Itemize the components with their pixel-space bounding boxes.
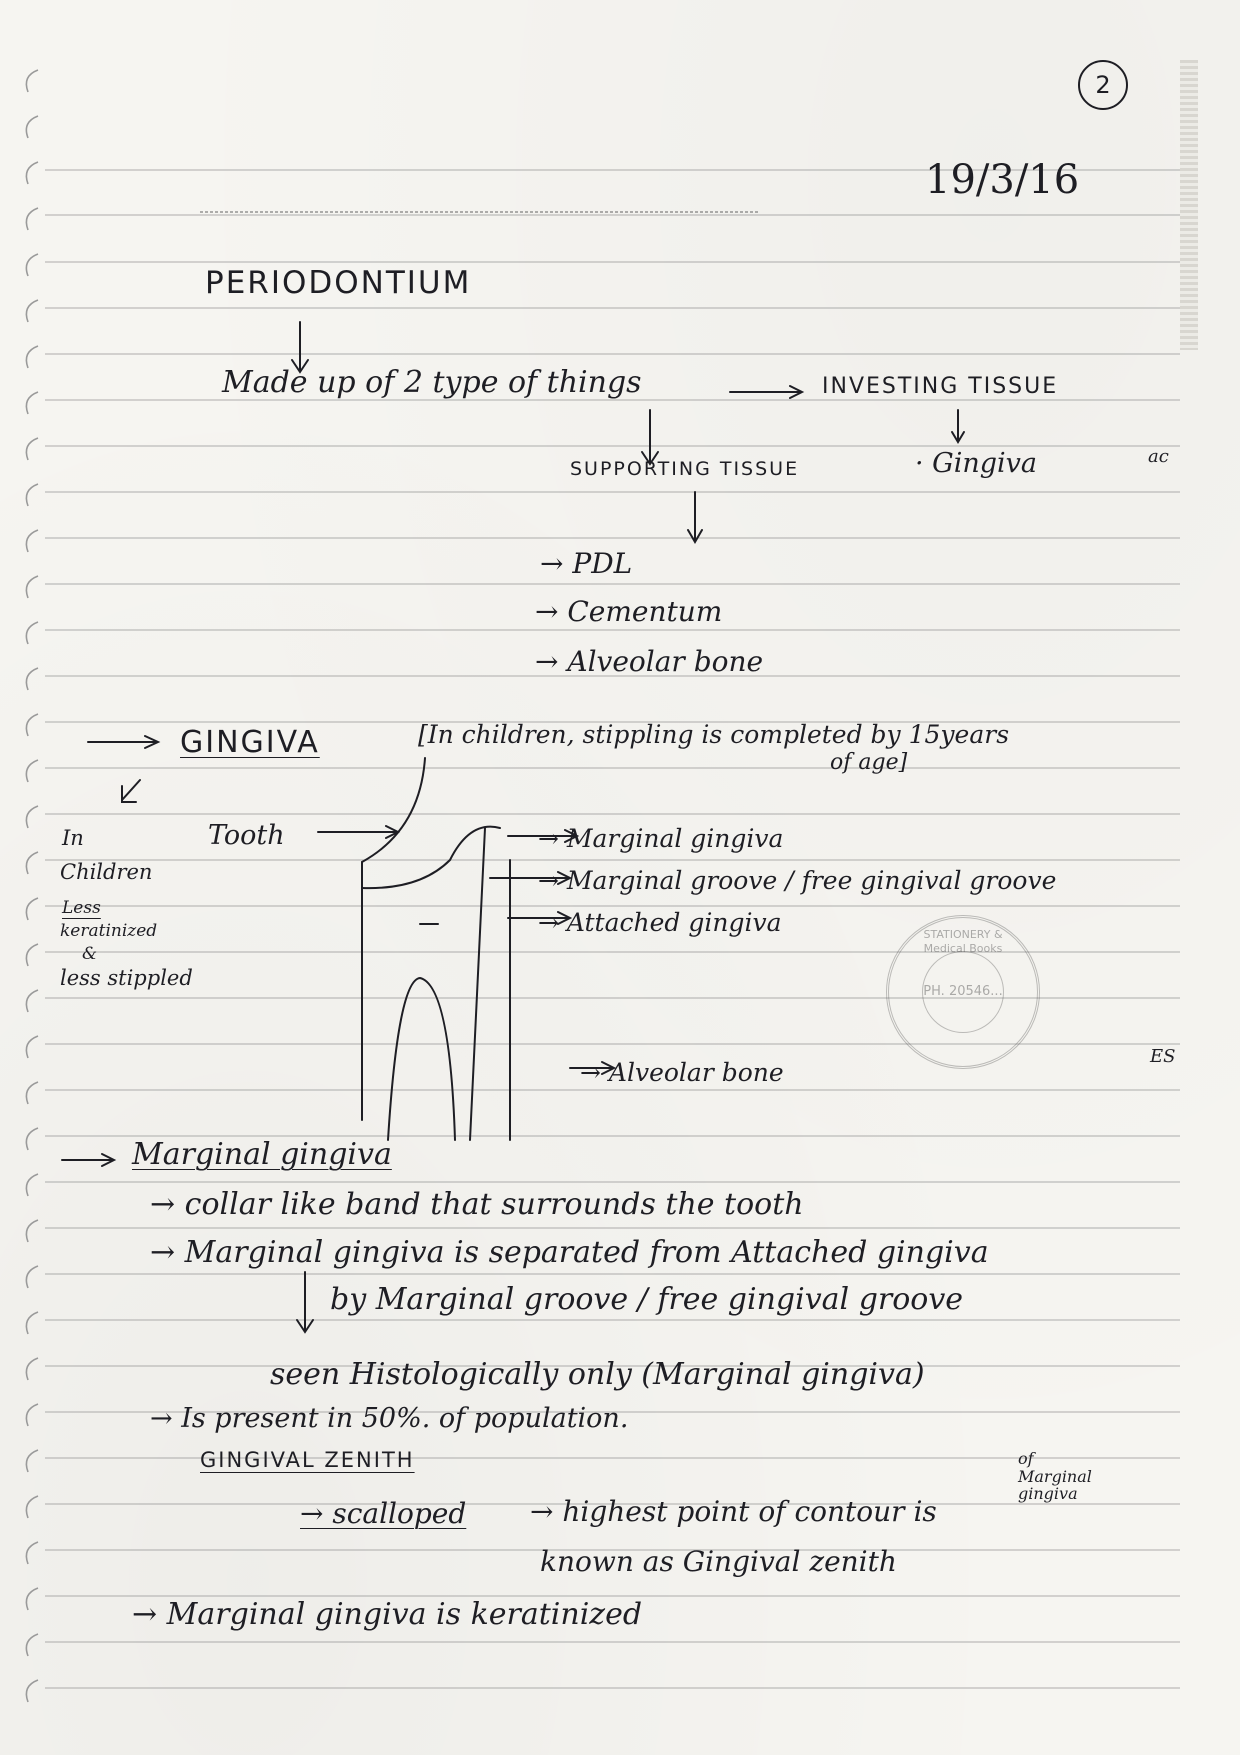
body-line-histology: seen Histologically only (Marginal gingiva) <box>270 1357 925 1392</box>
note-date: 19/3/16 <box>925 157 1080 203</box>
keratinized-line: → Marginal gingiva is keratinized <box>132 1597 643 1632</box>
body-line-present: → Is present in 50%. of population. <box>150 1403 629 1434</box>
gingiva-item: · Gingiva <box>915 448 1038 479</box>
body-line-separated: → Marginal gingiva is separated from Attached gingiva <box>150 1235 989 1270</box>
page-number: 2 <box>1095 71 1111 99</box>
zenith-side-note: of Marginal gingiva <box>1018 1449 1092 1504</box>
investing-tissue-label: INVESTING TISSUE <box>822 374 1059 399</box>
stamp-inner-text: PH. 20546... <box>923 983 1003 999</box>
left-note-keratinized: keratinized <box>60 921 158 941</box>
heading-gingiva: GINGIVA <box>180 725 320 760</box>
known-as-line: known as Gingival zenith <box>540 1545 897 1578</box>
torn-edge-sticker <box>1180 60 1198 350</box>
page-number-circle <box>1078 60 1128 110</box>
stamp-inner-circle <box>922 951 1004 1033</box>
made-up-line: Made up of 2 type of things <box>222 365 642 400</box>
stationery-stamp <box>886 915 1040 1069</box>
margin-mark-ac: ac <box>1148 446 1169 467</box>
stamp-ring-text: STATIONERY & Medical Books <box>923 928 1003 955</box>
left-note-less-stippled: less stippled <box>60 966 193 990</box>
children-note-line2: of age] <box>830 750 908 775</box>
supporting-tissue-label: SUPPORTING TISSUE <box>570 458 800 480</box>
supporting-item-cementum: → Cementum <box>535 595 723 628</box>
left-note-and: & <box>82 944 98 964</box>
label-attached-gingiva: → Attached gingiva <box>538 908 782 937</box>
supporting-item-pdl: → PDL <box>540 547 633 580</box>
scalloped-line: → scalloped <box>300 1497 467 1530</box>
label-alveolar-bone: → Alveolar bone <box>580 1058 784 1087</box>
tooth-label: Tooth <box>208 820 285 851</box>
heading-gingival-zenith: GINGIVAL ZENITH <box>200 1448 415 1472</box>
title-periodontium: PERIODONTIUM <box>205 265 472 301</box>
left-note-children: Children <box>60 860 153 884</box>
highest-point-line: → highest point of contour is <box>530 1495 937 1528</box>
label-marginal-groove: → Marginal groove / free gingival groove <box>538 866 1057 895</box>
spiral-binding-holes <box>12 40 42 1740</box>
body-line-by-groove: by Marginal groove / free gingival groove <box>330 1282 964 1317</box>
supporting-item-alveolar-bone: → Alveolar bone <box>535 645 764 678</box>
left-note-less: Less <box>62 898 101 918</box>
margin-mark-es: ES <box>1150 1046 1176 1067</box>
children-note-line1: [In children, stippling is completed by 15years <box>418 720 1010 749</box>
body-line-collar: → collar like band that surrounds the tooth <box>150 1187 804 1222</box>
left-note-in: In <box>62 826 84 850</box>
heading-marginal-gingiva: Marginal gingiva <box>132 1137 392 1172</box>
label-marginal-gingiva: → Marginal gingiva <box>538 824 784 853</box>
